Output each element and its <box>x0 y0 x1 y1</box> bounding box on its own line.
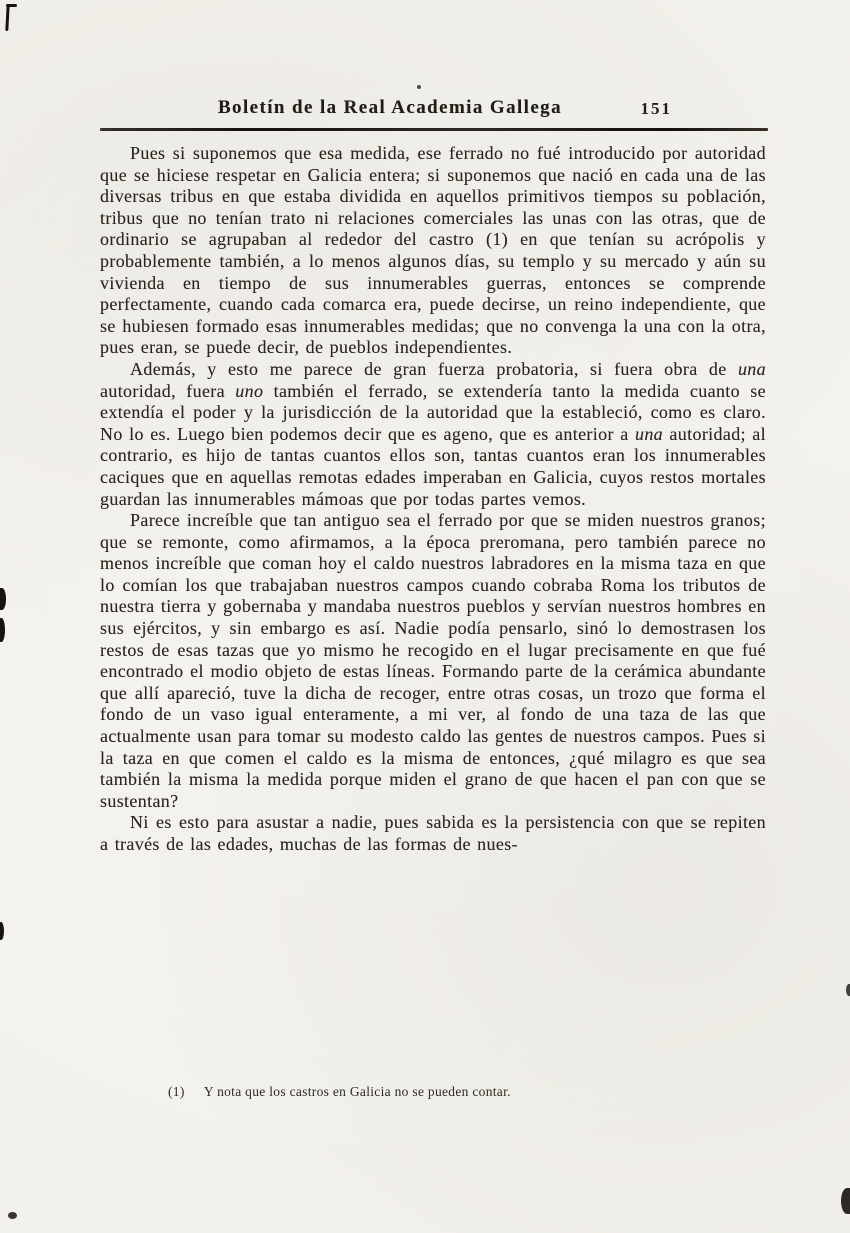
page-header <box>100 97 768 131</box>
paragraph <box>100 510 766 812</box>
scan-artifact-edge-blob <box>0 618 5 642</box>
footnote-marker: (1) <box>168 1084 185 1099</box>
scan-artifact-dot <box>417 85 421 89</box>
text-run: uno <box>235 380 264 401</box>
header-rule <box>100 128 768 131</box>
text-run: autoridad, fuera <box>100 380 236 401</box>
scan-artifact-edge-blob <box>841 1188 850 1214</box>
text-run: una <box>737 358 766 379</box>
footnote <box>168 1084 728 1100</box>
text-run: Parece increíble que tan antiguo sea el ferrado por que se miden nuestros granos; que se remonte, como afirmamos, a la época preromana, pero también parece no menos increíble que coman hoy el caldo nuestros labradores en la misma taza en que lo comían los que trabajaban nuestros campos cuando cobraba Roma los tributos de nuestra tierra y gobernaba y mandaba nuestros pueblos y servían nuestros hombres en sus ejércitos, y sin embargo es así. Nadie podía pensarlo, sinó lo demostrasen los restos de esas tazas que yo mismo he recogido en el lugar precisamente en que fué encontrado el modio objeto de estas líneas. Formando parte de la cerámica abundante que allí apareció, tuve la dicha de recoger, entre otras cosas, un trozo que forma el fondo de un vaso igual enteramente, a mi ver, al fondo de una taza de las que actualmente usan para tomar su modesto caldo las gentes de nuestros campos. Pues si la taza en que comen el caldo es la misma de entonces, ¿qué milagro es que sea también la misma la medida porque miden el grano de que hacen el pan con que se sustentan? <box>100 510 766 811</box>
footnote-text: Y nota que los castros en Galicia no se pueden contar. <box>203 1084 511 1099</box>
paragraph <box>100 359 766 510</box>
scan-artifact-edge-blob <box>0 922 4 940</box>
scan-artifact-edge-blob <box>0 588 6 610</box>
scan-artifact-edge-blob <box>8 1212 17 1219</box>
page-body <box>100 143 766 856</box>
paragraph <box>100 143 766 359</box>
scan-artifact-edge-blob <box>846 984 850 996</box>
text-run: Además, y esto me parece de gran fuerza probatoria, si fuera obra de <box>130 358 738 379</box>
journal-title: Boletín de la Real Academia Gallega <box>217 97 562 118</box>
scan-artifact-corner-mark <box>6 4 17 7</box>
header-row <box>100 97 768 123</box>
text-run: Pues si suponemos que esa medida, ese ferrado no fué introducido por autoridad que se hiciese respetar en Galicia entera; si suponemos que nació en cada una de las diversas tribus en que estaba dividida en aquellos primitivos tiempos su población, tribus que no tenían trato ni relaciones comerciales las unas con las otras, que de ordinario se agrupaban al rededor del castro (1) en que tenían su acrópolis y probablemente también, a lo menos algunos días, su templo y su mercado y aún su vivienda en tiempo de sus innumerables guerras, entonces se comprende perfectamente, cuando cada comarca era, puede decirse, un reino independiente, que se hubiesen formado esas innumerables medidas; que no convenga la una con la otra, pues eran, se puede decir, de pueblos independientes. <box>100 143 766 358</box>
text-run: también el ferrado, se extendería tanto la medida cuanto se extendía el poder y la jurisdicción de la autoridad que la estableció, como es claro. No lo es. Luego bien podemos decir que es ageno, que es anterior a <box>100 380 766 444</box>
page-number: 151 <box>640 99 672 118</box>
text-run: Ni es esto para asustar a nadie, pues sabida es la persistencia con que se repiten a través de las edades, muchas de las formas de nues- <box>100 812 766 854</box>
text-run: autoridad; al contrario, es hijo de tantas cuantos ellos son, tantas cuantos eran los innumerables caciques que en aquellas remotas edades imperaban en Galicia, cuyos restos mortales guardan las innumerables mámoas que por todas partes vemos. <box>100 423 766 509</box>
text-run: una <box>634 423 664 444</box>
scan-artifact-corner-mark <box>5 4 9 31</box>
paragraph <box>100 812 766 855</box>
